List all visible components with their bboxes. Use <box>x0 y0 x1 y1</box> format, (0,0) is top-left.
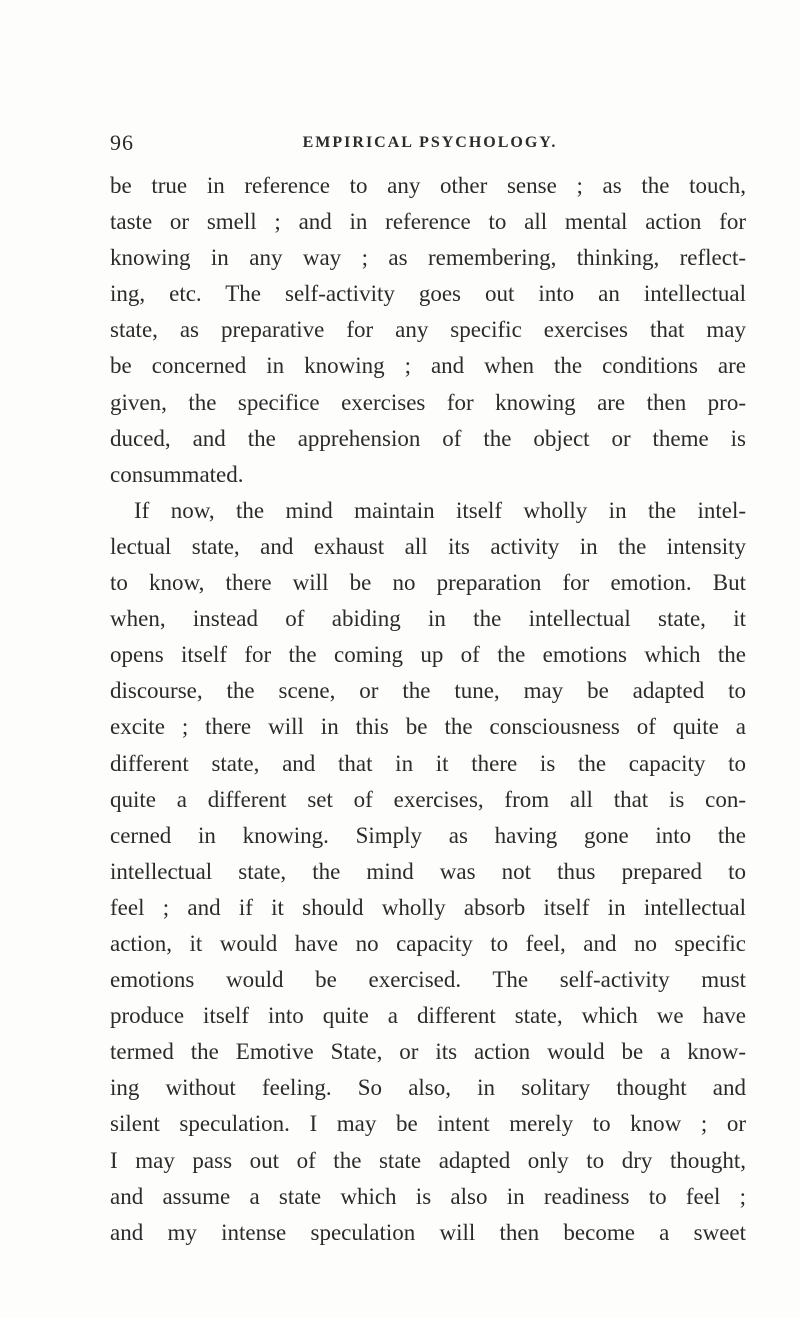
text-line: duced, and the apprehension of the object or theme is <box>110 425 746 451</box>
text-line: consummated. <box>110 461 244 487</box>
text-line: different state, and that in it there is the capacity to <box>110 750 746 776</box>
text-line: taste or smell ; and in reference to all mental action for <box>110 209 746 235</box>
running-head <box>110 130 750 160</box>
text-line: excite ; there will in this be the consciousness of quite a <box>110 714 746 740</box>
text-line: and assume a state which is also in readiness to feel ; <box>110 1183 746 1209</box>
text-line: ing, etc. The self-activity goes out into an intellectual <box>110 281 746 307</box>
text-line: given, the specifice exercises for knowing are then pro- <box>110 389 746 415</box>
text-line: lectual state, and exhaust all its activity in the intensity <box>110 533 746 559</box>
text-line: knowing in any way ; as remembering, thinking, reflect- <box>110 245 746 271</box>
text-line: action, it would have no capacity to feel, and no specific <box>110 930 746 956</box>
text-line: termed the Emotive State, or its action would be a know- <box>110 1039 746 1065</box>
text-line: to know, there will be no preparation for emotion. But <box>110 570 746 596</box>
text-line: quite a different set of exercises, from all that is con- <box>110 786 746 812</box>
text-line: be true in reference to any other sense ; as the touch, <box>110 173 746 198</box>
text-line: when, instead of abiding in the intellectual state, it <box>110 606 746 632</box>
running-title: EMPIRICAL PSYCHOLOGY. <box>302 134 558 151</box>
text-line: and my intense speculation will then become a sweet <box>110 1219 746 1245</box>
text-line: produce itself into quite a different state, which we have <box>110 1003 746 1029</box>
body-text <box>110 168 746 1251</box>
page-number: 96 <box>110 130 134 155</box>
text-line: I may pass out of the state adapted only to dry thought, <box>110 1147 746 1173</box>
text-line: If now, the mind maintain itself wholly in the intel- <box>134 497 746 523</box>
text-line: opens itself for the coming up of the emotions which the <box>110 642 746 668</box>
text-line: silent speculation. I may be intent merely to know ; or <box>110 1111 746 1137</box>
text-line: intellectual state, the mind was not thus prepared to <box>110 858 746 884</box>
text-line: ing without feeling. So also, in solitary thought and <box>110 1075 746 1101</box>
text-line: feel ; and if it should wholly absorb itself in intellectual <box>110 894 746 920</box>
text-line: cerned in knowing. Simply as having gone into the <box>110 822 746 848</box>
text-line: be concerned in knowing ; and when the conditions are <box>110 353 746 379</box>
text-line: emotions would be exercised. The self-activity must <box>110 967 746 993</box>
text-line: discourse, the scene, or the tune, may be adapted to <box>110 678 746 704</box>
text-line: state, as preparative for any specific exercises that may <box>110 317 746 343</box>
